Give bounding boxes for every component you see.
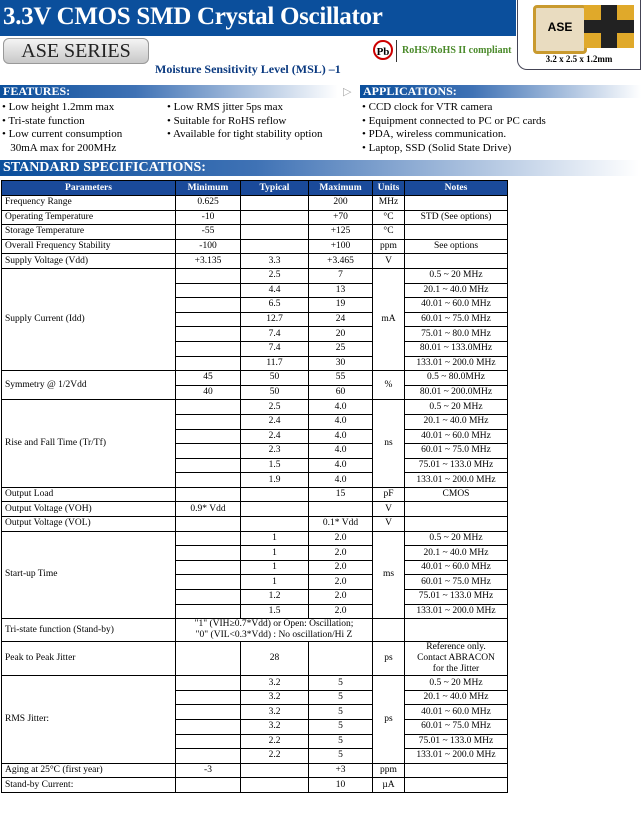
max-cell: 5	[309, 720, 373, 735]
param-cell: Frequency Range	[2, 196, 176, 211]
min-cell	[176, 575, 241, 590]
max-cell: 4.0	[309, 458, 373, 473]
units-cell	[373, 619, 405, 642]
notes-cell	[405, 196, 508, 211]
column-header: Parameters	[2, 181, 176, 196]
feature-item: • Tri-state function	[2, 114, 85, 127]
page-title: 3.3V CMOS SMD Crystal Oscillator	[0, 0, 516, 36]
max-cell: 4.0	[309, 473, 373, 488]
notes-cell: 40.01 ~ 60.0 MHz	[405, 298, 508, 313]
units-cell: V	[373, 254, 405, 269]
typ-cell: 3.2	[241, 720, 309, 735]
max-cell: 2.0	[309, 546, 373, 561]
param-cell: Overall Frequency Stability	[2, 239, 176, 254]
param-cell: Symmetry @ 1/2Vdd	[2, 371, 176, 400]
min-cell	[176, 778, 241, 793]
units-cell: pF	[373, 487, 405, 502]
param-cell: Storage Temperature	[2, 225, 176, 240]
table-row	[2, 196, 508, 211]
column-header: Notes	[405, 181, 508, 196]
typ-cell	[241, 487, 309, 502]
notes-cell	[405, 225, 508, 240]
typ-cell	[241, 225, 309, 240]
min-cell	[176, 487, 241, 502]
min-cell	[176, 531, 241, 546]
notes-cell: 0.5 ~ 20 MHz	[405, 531, 508, 546]
application-item: • Equipment connected to PC or PC cards	[362, 114, 546, 127]
max-cell: 55	[309, 371, 373, 386]
max-cell: 10	[309, 778, 373, 793]
min-cell	[176, 734, 241, 749]
param-cell: Supply Voltage (Vdd)	[2, 254, 176, 269]
notes-cell: 0.5 ~ 20 MHz	[405, 268, 508, 283]
max-cell: 7	[309, 268, 373, 283]
table-row	[2, 517, 508, 532]
notes-cell	[405, 619, 508, 642]
application-item: • PDA, wireless communication.	[362, 128, 507, 140]
units-cell: %	[373, 371, 405, 400]
max-cell: 2.0	[309, 604, 373, 619]
typ-cell: 1	[241, 531, 309, 546]
min-cell	[176, 414, 241, 429]
max-cell: 25	[309, 341, 373, 356]
typ-cell	[241, 517, 309, 532]
notes-cell: 75.01 ~ 133.0 MHz	[405, 458, 508, 473]
applications-heading: APPLICATIONS:	[360, 85, 641, 98]
lead-free-icon: Pb	[373, 40, 393, 60]
min-cell: -10	[176, 210, 241, 225]
merged-cell: "1" (VIH≥0.7*Vdd) or Open: Oscillation; "0" (VIL<0.3*Vdd) : No oscillation/Hi Z	[176, 619, 373, 642]
feature-item: • Low RMS jitter 5ps max	[167, 101, 283, 113]
min-cell	[176, 690, 241, 705]
typ-cell: 3.2	[241, 676, 309, 691]
notes-cell: 0.5 ~ 20 MHz	[405, 676, 508, 691]
max-cell: 0.1* Vdd	[309, 517, 373, 532]
feature-item: • Low height 1.2mm max	[2, 101, 115, 113]
min-cell	[176, 356, 241, 371]
max-cell	[309, 642, 373, 676]
min-cell	[176, 400, 241, 415]
units-cell: ps	[373, 642, 405, 676]
table-row	[2, 225, 508, 240]
typ-cell: 1.9	[241, 473, 309, 488]
param-cell: Start-up Time	[2, 531, 176, 619]
max-cell: 4.0	[309, 400, 373, 415]
min-cell	[176, 642, 241, 676]
min-cell	[176, 444, 241, 459]
table-row	[2, 619, 508, 642]
typ-cell: 2.3	[241, 444, 309, 459]
table-row	[2, 400, 508, 415]
max-cell: 13	[309, 283, 373, 298]
min-cell: 40	[176, 385, 241, 400]
param-cell: Output Voltage (VOL)	[2, 517, 176, 532]
param-cell: Aging at 25°C (first year)	[2, 763, 176, 778]
max-cell: 2.0	[309, 531, 373, 546]
units-cell: ps	[373, 676, 405, 764]
typ-cell: 1	[241, 575, 309, 590]
notes-cell	[405, 254, 508, 269]
table-row	[2, 210, 508, 225]
notes-cell	[405, 502, 508, 517]
notes-cell: CMOS	[405, 487, 508, 502]
min-cell: +3.135	[176, 254, 241, 269]
min-cell	[176, 720, 241, 735]
typ-cell: 1.5	[241, 604, 309, 619]
max-cell: 2.0	[309, 560, 373, 575]
application-item: • Laptop, SSD (Solid State Drive)	[362, 141, 512, 154]
notes-cell: 20.1 ~ 40.0 MHz	[405, 690, 508, 705]
typ-cell	[241, 239, 309, 254]
feature-item: • Low current consumption	[2, 128, 123, 140]
notes-cell	[405, 778, 508, 793]
table-row	[2, 254, 508, 269]
notes-cell: 20.1 ~ 40.0 MHz	[405, 414, 508, 429]
max-cell: 2.0	[309, 590, 373, 605]
notes-cell: 60.01 ~ 75.0 MHz	[405, 312, 508, 327]
min-cell: 45	[176, 371, 241, 386]
max-cell: 5	[309, 690, 373, 705]
min-cell	[176, 676, 241, 691]
spec-table	[1, 180, 508, 793]
notes-cell: 60.01 ~ 75.0 MHz	[405, 720, 508, 735]
min-cell	[176, 546, 241, 561]
notes-cell: 75.01 ~ 133.0 MHz	[405, 590, 508, 605]
typ-cell: 2.2	[241, 749, 309, 764]
table-row	[2, 531, 508, 546]
column-header: Typical	[241, 181, 309, 196]
units-cell: ns	[373, 400, 405, 488]
typ-cell: 7.4	[241, 327, 309, 342]
max-cell	[309, 502, 373, 517]
notes-cell: 75.01 ~ 80.0 MHz	[405, 327, 508, 342]
notes-cell: 133.01 ~ 200.0 MHz	[405, 749, 508, 764]
notes-cell: Reference only. Contact ABRACON for the Jitter	[405, 642, 508, 676]
max-cell: 5	[309, 749, 373, 764]
table-row	[2, 778, 508, 793]
notes-cell: 20.1 ~ 40.0 MHz	[405, 283, 508, 298]
min-cell: 0.625	[176, 196, 241, 211]
max-cell: 24	[309, 312, 373, 327]
units-cell: ppm	[373, 239, 405, 254]
table-row	[2, 502, 508, 517]
max-cell: +3	[309, 763, 373, 778]
notes-cell: 0.5 ~ 20 MHz	[405, 400, 508, 415]
features-list-2	[167, 101, 323, 142]
notes-cell: 80.01 ~ 200.0MHz	[405, 385, 508, 400]
notes-cell: 20.1 ~ 40.0 MHz	[405, 546, 508, 561]
min-cell	[176, 283, 241, 298]
msl-label: Moisture Sensitivity Level (MSL) –1	[155, 62, 341, 76]
min-cell: -3	[176, 763, 241, 778]
units-cell: V	[373, 502, 405, 517]
notes-cell: STD (See options)	[405, 210, 508, 225]
typ-cell: 7.4	[241, 341, 309, 356]
min-cell	[176, 705, 241, 720]
typ-cell: 4.4	[241, 283, 309, 298]
min-cell	[176, 298, 241, 313]
package-size: 3.2 x 2.5 x 1.2mm	[545, 54, 613, 64]
triangle-icon: ▷	[343, 86, 352, 98]
min-cell: -55	[176, 225, 241, 240]
applications-list	[362, 101, 546, 155]
max-cell: 200	[309, 196, 373, 211]
notes-cell: 0.5 ~ 80.0MHz	[405, 371, 508, 386]
typ-cell: 12.7	[241, 312, 309, 327]
min-cell	[176, 268, 241, 283]
rohs-label: RoHS/RoHS II compliant	[402, 45, 512, 56]
table-row	[2, 642, 508, 676]
max-cell: 5	[309, 734, 373, 749]
max-cell: 30	[309, 356, 373, 371]
max-cell: 60	[309, 385, 373, 400]
units-cell: V	[373, 517, 405, 532]
typ-cell: 2.4	[241, 414, 309, 429]
features-list-1	[2, 101, 122, 155]
typ-cell	[241, 210, 309, 225]
typ-cell	[241, 778, 309, 793]
units-cell: ms	[373, 531, 405, 619]
typ-cell: 2.2	[241, 734, 309, 749]
application-item: • CCD clock for VTR camera	[362, 101, 493, 113]
min-cell	[176, 749, 241, 764]
param-cell: Stand-by Current:	[2, 778, 176, 793]
max-cell: 5	[309, 705, 373, 720]
param-cell: Output Load	[2, 487, 176, 502]
units-cell: mA	[373, 268, 405, 370]
typ-cell: 2.5	[241, 400, 309, 415]
min-cell	[176, 560, 241, 575]
feature-item: 30mA max for 200MHz	[2, 141, 117, 154]
feature-item: • Available for tight stability option	[167, 128, 323, 140]
max-cell: 19	[309, 298, 373, 313]
specs-heading: STANDARD SPECIFICATIONS:	[0, 160, 639, 176]
notes-cell: 40.01 ~ 60.0 MHz	[405, 705, 508, 720]
notes-cell: See options	[405, 239, 508, 254]
notes-cell: 60.01 ~ 75.0 MHz	[405, 575, 508, 590]
min-cell	[176, 327, 241, 342]
param-cell: Tri-state function (Stand-by)	[2, 619, 176, 642]
max-cell: +3.465	[309, 254, 373, 269]
typ-cell: 2.4	[241, 429, 309, 444]
typ-cell: 3.2	[241, 705, 309, 720]
chip-top-icon: ASE	[533, 5, 587, 54]
typ-cell: 3.2	[241, 690, 309, 705]
min-cell	[176, 458, 241, 473]
notes-cell: 40.01 ~ 60.0 MHz	[405, 429, 508, 444]
typ-cell: 1.2	[241, 590, 309, 605]
typ-cell: 28	[241, 642, 309, 676]
min-cell	[176, 473, 241, 488]
typ-cell: 50	[241, 385, 309, 400]
min-cell	[176, 517, 241, 532]
units-cell: °C	[373, 225, 405, 240]
table-row	[2, 239, 508, 254]
typ-cell: 2.5	[241, 268, 309, 283]
typ-cell	[241, 763, 309, 778]
min-cell: 0.9* Vdd	[176, 502, 241, 517]
typ-cell: 1.5	[241, 458, 309, 473]
param-cell: Rise and Fall Time (Tr/Tf)	[2, 400, 176, 488]
notes-cell: 75.01 ~ 133.0 MHz	[405, 734, 508, 749]
min-cell	[176, 604, 241, 619]
series-badge: ASE SERIES	[3, 38, 149, 64]
column-header: Units	[373, 181, 405, 196]
max-cell: 20	[309, 327, 373, 342]
units-cell: MHz	[373, 196, 405, 211]
max-cell: +125	[309, 225, 373, 240]
max-cell: 4.0	[309, 414, 373, 429]
min-cell	[176, 429, 241, 444]
typ-cell: 1	[241, 546, 309, 561]
typ-cell	[241, 196, 309, 211]
max-cell: 4.0	[309, 444, 373, 459]
divider	[396, 40, 397, 62]
param-cell: Supply Current (Idd)	[2, 268, 176, 370]
min-cell	[176, 312, 241, 327]
notes-cell	[405, 763, 508, 778]
max-cell: 5	[309, 676, 373, 691]
min-cell	[176, 341, 241, 356]
typ-cell: 1	[241, 560, 309, 575]
notes-cell: 60.01 ~ 75.0 MHz	[405, 444, 508, 459]
column-header: Minimum	[176, 181, 241, 196]
units-cell: °C	[373, 210, 405, 225]
chip-bottom-icon	[584, 5, 634, 48]
table-row	[2, 371, 508, 386]
min-cell: -100	[176, 239, 241, 254]
notes-cell	[405, 517, 508, 532]
notes-cell: 133.01 ~ 200.0 MHz	[405, 473, 508, 488]
max-cell: +100	[309, 239, 373, 254]
min-cell	[176, 590, 241, 605]
param-cell: RMS Jitter:	[2, 676, 176, 764]
max-cell: 4.0	[309, 429, 373, 444]
typ-cell: 50	[241, 371, 309, 386]
param-cell: Peak to Peak Jitter	[2, 642, 176, 676]
notes-cell: 40.01 ~ 60.0 MHz	[405, 560, 508, 575]
column-header: Maximum	[309, 181, 373, 196]
notes-cell: 133.01 ~ 200.0 MHz	[405, 604, 508, 619]
typ-cell: 11.7	[241, 356, 309, 371]
typ-cell	[241, 502, 309, 517]
table-row	[2, 676, 508, 691]
table-row	[2, 763, 508, 778]
notes-cell: 133.01 ~ 200.0 MHz	[405, 356, 508, 371]
typ-cell: 3.3	[241, 254, 309, 269]
units-cell: µA	[373, 778, 405, 793]
package-image	[517, 0, 641, 70]
table-row	[2, 268, 508, 283]
param-cell: Output Voltage (VOH)	[2, 502, 176, 517]
max-cell: 15	[309, 487, 373, 502]
features-heading: FEATURES:	[0, 85, 338, 98]
max-cell: +70	[309, 210, 373, 225]
param-cell: Operating Temperature	[2, 210, 176, 225]
table-row	[2, 487, 508, 502]
units-cell: ppm	[373, 763, 405, 778]
feature-item: • Suitable for RoHS reflow	[167, 114, 287, 127]
max-cell: 2.0	[309, 575, 373, 590]
notes-cell: 80.01 ~ 133.0MHz	[405, 341, 508, 356]
typ-cell: 6.5	[241, 298, 309, 313]
